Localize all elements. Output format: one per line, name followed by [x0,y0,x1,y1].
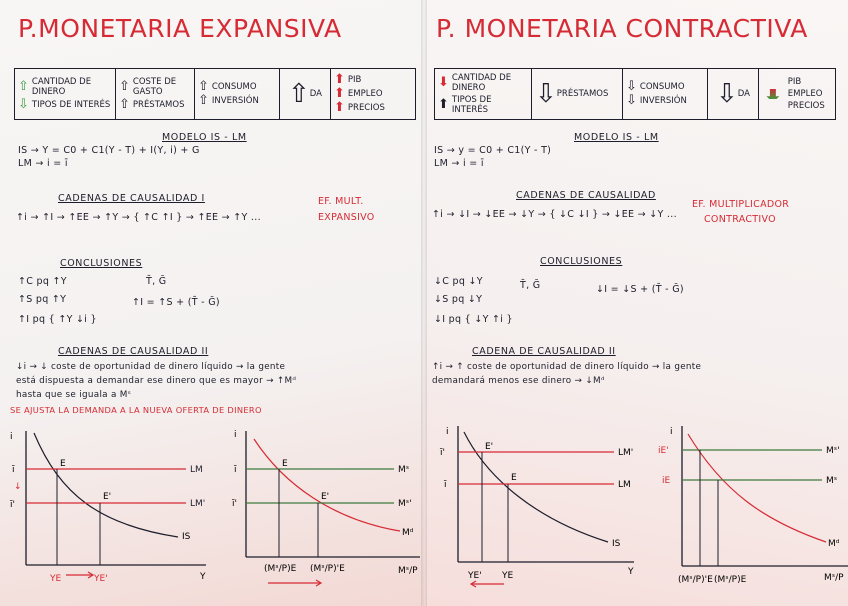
cell-text: CANTIDAD DE DINERO [31,77,92,97]
notebook-fold [421,0,427,606]
conclusion-identity: ↓I = ↓S + (T̄ - Ḡ) [596,284,684,295]
cell-text: PRÉSTAMOS [556,89,609,99]
up-arrow-icon: ⬆ [334,72,345,87]
tick-i-prime: ī' [232,499,237,509]
right-title: P. MONETARIA CONTRACTIVA [436,14,808,43]
lm-prime-label: LM' [190,499,206,509]
modelo-is: IS → Y = C0 + C1(Y - T) + I(Y, i) + G [18,145,200,156]
left-title: P.MONETARIA EXPANSIVA [18,14,342,43]
down-arrow-icon: ⬇ [438,75,449,90]
cadena2-heading: CADENA DE CAUSALIDAD II [472,346,616,357]
tick-i-prime: ī' [10,500,15,510]
point-e-prime: E' [485,442,494,452]
point-e: E [511,473,517,483]
modelo-lm: LM → i = ī [18,158,68,169]
ms-prime-label: Mˢ' [398,499,412,509]
y-axis-label: i [234,430,237,440]
cell-text: DA [309,89,322,99]
cell-dinero [435,69,532,119]
point-e-prime: E' [103,492,112,502]
cadena2-line-1: ↓i → ↓ coste de oportunidad de dinero líquido → la gente [16,362,286,372]
up-arrow-icon: ⇧ [198,79,209,94]
down-arrow-icon: ⇩ [18,97,29,112]
cell-text: PRECIOS [347,103,385,113]
cadena2-heading: CADENAS DE CAUSALIDAD II [58,346,209,357]
cadena1-note-1: EF. MULTIPLICADOR [692,199,790,210]
cell-text: CONSUMO [211,82,257,92]
tick-ye: YE [502,571,514,581]
cell-text: CANTIDAD DE DINERO [451,73,512,93]
tick-mse: (Mˢ/P)E [714,575,747,585]
cadena1-heading: CADENAS DE CAUSALIDAD I [58,193,205,204]
tick-ie-prime: iE' [658,446,669,456]
cell-dinero [15,69,116,119]
is-label: IS [612,539,621,549]
point-e-prime: E' [321,492,330,502]
tick-i: ī [234,465,237,475]
ms-prime-label: Mˢ' [826,446,840,456]
cadena1-text: ↑i → ↓I → ↓EE → ↓Y → { ↓C ↓I } → ↓EE → ↓Y ... [432,209,677,220]
modelo-heading: MODELO IS - LM [574,132,659,143]
x-axis-label: Mˢ/P [824,573,844,583]
cadena2-line-2: está dispuesta a demandar ese dinero que es mayor → ↑Mᵈ [16,376,297,386]
cell-text: EMPLEO [347,89,383,99]
left-money-graph [224,425,424,595]
x-axis-label: Y [628,567,634,577]
up-arrow-icon: ⬆ [334,100,345,115]
conclusion-tg: T̄, Ḡ [146,276,167,287]
tick-ye: YE [50,574,62,584]
big-down-arrow-icon: ⇩ [715,79,738,109]
big-down-arrow-icon: ⬇ [762,79,784,109]
point-e: E [282,459,288,469]
md-label: Mᵈ [402,528,414,538]
y-axis-label: i [670,427,673,437]
cadena2-line-2: demandará menos ese dinero → ↓Mᵈ [432,376,605,386]
ms-label: Mˢ [398,465,410,475]
ms-label: Mˢ [826,476,838,486]
tick-mse-prime: (Mˢ/P)'E [310,564,345,574]
y-axis-label: i [446,427,449,437]
right-money-graph [652,420,848,600]
right-summary-table [434,68,836,120]
cell-text: TIPOS DE INTERÉS [451,95,492,115]
conclusiones-heading: CONCLUSIONES [540,256,623,267]
up-arrow-icon: ⇧ [18,79,29,94]
x-axis-label: Y [200,572,206,582]
conclusion-identity: ↑I = ↑S + (T̄ - Ḡ) [132,297,220,308]
cell-text: TIPOS DE INTERÉS [31,100,111,110]
right-page [424,0,848,606]
point-e: E [60,459,66,469]
y-axis-label: i [10,432,13,442]
cell-text: COSTE DE GASTO [132,77,177,97]
cell-consumo [623,69,708,119]
tick-i-prime: ī' [440,448,445,458]
is-label: IS [182,532,191,542]
cadena2-red-note: SE AJUSTA LA DEMANDA A LA NUEVA OFERTA DE DINERO [10,405,262,415]
cadena1-note-2: EXPANSIVO [318,212,375,223]
cell-text: INVERSIÓN [211,96,259,106]
cell-prestamos [116,69,195,119]
down-arrow-icon: ⇩ [626,79,637,94]
up-arrow-icon: ⇧ [119,79,130,94]
tick-mse-prime: (Mˢ/P)'E [678,575,713,585]
cell-pib [331,69,415,119]
cell-text: EMPLEO [787,89,823,99]
conclusion-3: ↓I pq { ↓Y ↑i } [434,314,513,325]
cell-text: CONSUMO [639,82,685,92]
tick-ie: iE [662,476,671,486]
conclusion-1: ↑C pq ↑Y [18,276,67,287]
cell-prestamos [532,69,623,119]
tick-i: ī [444,480,447,490]
left-islm-graph [10,425,210,595]
cell-da [708,69,759,119]
down-arrow-icon: ⇩ [626,93,637,108]
big-down-arrow-icon: ⇩ [535,79,557,109]
cell-pib [759,69,835,119]
cell-consumo [195,69,280,119]
cell-da [280,69,331,119]
conclusion-1: ↓C pq ↓Y [434,276,483,287]
up-arrow-icon: ⇧ [198,93,209,108]
cell-text: PRECIOS [787,101,825,111]
modelo-lm: LM → i = ī [434,158,484,169]
modelo-heading: MODELO IS - LM [162,132,247,143]
conclusion-3: ↑I pq { ↑Y ↓i } [18,314,97,325]
cadena1-note-2: CONTRACTIVO [704,214,776,225]
cadena2-line-1: ↑i → ↑ coste de oportunidad de dinero líquido → la gente [432,362,702,372]
cell-text: PIB [347,75,362,85]
cell-text: DA [737,89,750,99]
tick-mse: (Mˢ/P)E [264,564,297,574]
x-axis-label: Mˢ/P [398,566,418,576]
conclusion-tg: T̄, Ḡ [520,280,541,291]
cadena1-heading: CADENAS DE CAUSALIDAD [516,190,656,201]
cadena1-text: ↑i → ↑I → ↑EE → ↑Y → { ↑C ↑I } → ↑EE → ↑Y ... [16,212,261,223]
md-label: Mᵈ [828,539,840,549]
md-curve [254,439,400,531]
left-summary-table [14,68,416,120]
cell-text: PRÉSTAMOS [132,100,185,110]
cadena1-note-1: EF. MULT. [318,196,364,207]
conclusion-2: ↓S pq ↓Y [434,294,483,305]
tick-i: ī [12,465,15,475]
up-arrow-icon: ⬆ [438,97,449,112]
up-arrow-icon: ⬆ [334,86,345,101]
down-arrow-icon: ↓ [14,482,22,492]
tick-ye-prime: YE' [94,574,108,584]
tick-ye-prime: YE' [468,571,482,581]
up-arrow-icon: ⇧ [119,97,130,112]
conclusiones-heading: CONCLUSIONES [60,258,143,269]
modelo-is: IS → y = C0 + C1(Y - T) [434,145,552,156]
cell-text: PIB [787,77,802,87]
cadena2-line-3: hasta que se iguala a Mˢ [16,390,132,400]
right-islm-graph [438,420,638,590]
lm-label: LM [190,465,203,475]
cell-text: INVERSIÓN [639,96,687,106]
lm-label: LM [618,480,631,490]
lm-prime-label: LM' [618,448,634,458]
conclusion-2: ↑S pq ↑Y [18,294,67,305]
big-up-arrow-icon: ⇧ [287,79,310,109]
is-curve [34,433,178,537]
